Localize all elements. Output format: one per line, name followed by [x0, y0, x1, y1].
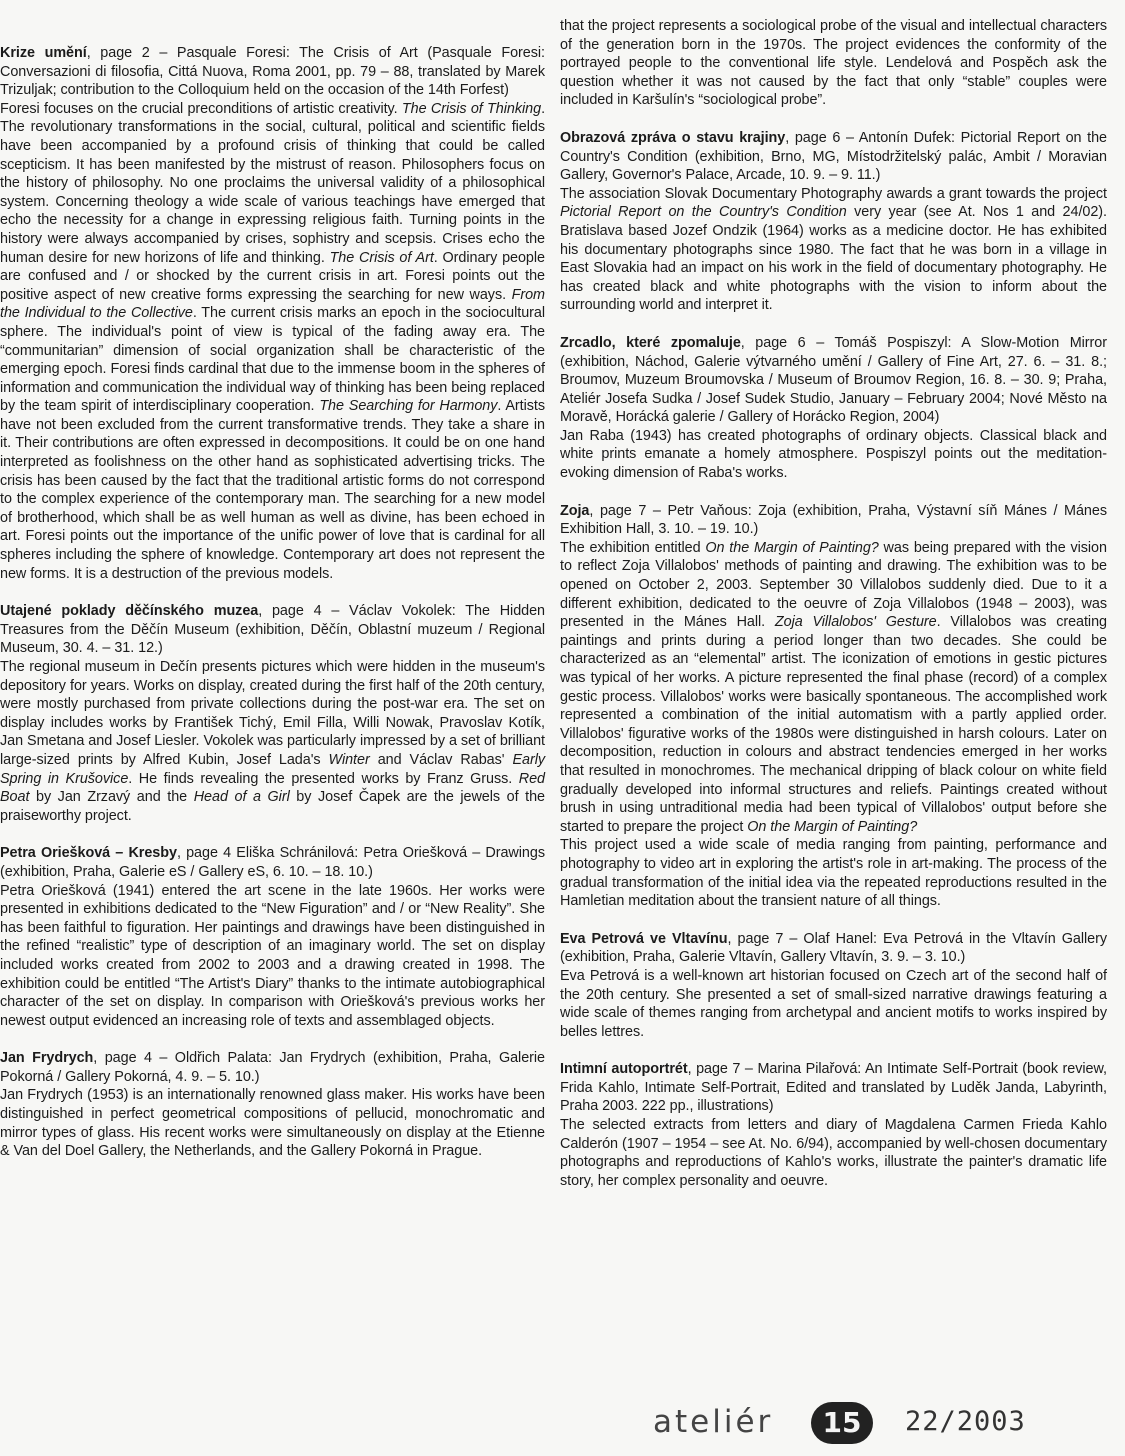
italic-work-title: On the Margin of Painting?: [705, 539, 879, 556]
text-run: , page 4 – Oldřich Palata: Jan Frydrych (exhibition, Praha, Galerie Pokorná / Gallery Pokorná, 4. 9. – 5. 10.) Jan Frydrych (1953) is an internationally renowned glass maker. His works have been distinguished in perfect geometrical compositions of pellucid, monochromatic and mirror types of glass. His recent works were simultaneously on display at the Etienne & Van del Doel Gallery, the Netherlands, and the Gallery Pokorná in Prague.: [0, 1050, 545, 1160]
text-run: was being prepared with the vision to reflect Zoja Villalobos' methods of painting and drawing. The exhibition was to be opened on October 2, 2003. September 30 Villalobos suddenly died. Due to it a different exhibition, dedicated to the oeuvre of Zoja Villalobos (1948 – 2003), was presented in the Mánes Hall.: [560, 539, 1107, 631]
article-entry: [560, 1060, 1107, 1190]
article-title: Zoja: [560, 502, 590, 519]
article-entry: [0, 44, 545, 583]
italic-work-title: The Crisis of Thinking: [401, 100, 542, 117]
article-title: Zrcadlo, které zpomaluje: [560, 334, 741, 351]
article-title: Jan Frydrych: [0, 1050, 94, 1067]
article-title: Intimní autoportrét: [560, 1061, 688, 1078]
issue-number: 22/2003: [905, 1406, 1026, 1437]
text-run: , page 7 – Olaf Hanel: Eva Petrová in the Vltavín Gallery (exhibition, Praha, Galerie Vltavín, Gallery Vltavín, 3. 9. – 3. 10.) Eva Petrová is a well-known art historian focused on Czech art of the second half of the 20th century. She presented a set of small-sized narrative drawings featuring a wide scale of themes ranging from archetypal and ancient motifs to works inspired by belles lettres.: [560, 930, 1108, 1040]
left-column: [0, 0, 545, 1180]
italic-work-title: Winter: [328, 751, 370, 768]
magazine-name: ateliér: [653, 1404, 774, 1440]
text-run: . Artists have not been excluded from the current transformative trends. They take a share in it. Their contributions are often expressed in decompositions. It could be on one hand interpreted as foolishness on the other hand as sophisticated advertising tricks. The crisis has been caused by the fact that the traditional artistic forms do not correspond to the complex experience of the contemporary man. The searching for a new model of brotherhood, which shall be as well human as well as divine, has been echoed in art. Foresi points out the importance of the unific power of love that is cardinal for all spheres including the sphere of knowledge. Contemporary art does not represent the new forms. It is a destruction of the previous models.: [0, 398, 545, 582]
article-text: [0, 602, 545, 825]
article-text: [560, 334, 1107, 483]
page-number-badge: 15: [811, 1402, 873, 1444]
article-entry: [0, 844, 545, 1030]
article-title: Petra Oriešková – Kresby: [0, 845, 177, 862]
article-text: [560, 502, 1107, 911]
article-entry: [0, 602, 545, 825]
text-run: , page 6 – Tomáš Pospiszyl: A Slow-Motion Mirror (exhibition, Náchod, Galerie výtvarného umění / Gallery of Fine Art, 27. 6. – 31. 8.; Broumov, Muzeum Broumovska / Museum of Broumov Region, 16. 8. – 30. 9; Praha, Ateliér Josefa Sudka / Josef Sudek Studio, January – February 2004; Nové Město na Moravě, Horácká galerie / Gallery of Horácko Region, 2004) Jan Raba (1943) has created photographs of ordinary objects. Classical black and white prints emanate a homely atmosphere. Pospiszyl points out the meditation-evoking dimension of Raba's works.: [560, 334, 1107, 482]
article-title: Krize umění: [0, 45, 87, 61]
text-run: . The revolutionary transformations in the social, cultural, political and scientific fields have been accompanied by a profound crisis of thinking that could be called scepticism. It has been manifested by the mistrust of reason. Philosophers focus on the history of philosophy. No one proclaims the universal validity of a philosophical system. Concerning theology a wide scale of various teachings have emerged that echo the necessity for a change in expressing religious faith. Turning points in the history were always accompanied by crises, sophistry and scepsis. Crises echo the human desire for new horizons of life and thinking.: [0, 100, 546, 266]
article-text: [560, 129, 1107, 315]
article-title: Obrazová zpráva o stavu krajiny: [560, 129, 786, 146]
italic-work-title: On the Margin of Painting?: [747, 818, 918, 835]
article-text: [0, 44, 545, 583]
article-entry: [560, 930, 1107, 1042]
article-entry: [560, 17, 1107, 110]
text-run: by Jan Zrzavý and the: [29, 789, 194, 806]
italic-work-title: Red Boat: [0, 770, 546, 806]
text-run: , page 4 – Václav Vokolek: The Hidden Treasures from the Děčín Museum (exhibition, Děčín, Oblastní muzeum / Regional Museum, 30. 4. – 31. 12.) The regional museum in Dečín presents pictures which were hidden in the museum's depository for years. Works on display, created during the first half of the 20th century, were mostly purchased from private collections during the post-war era. The set on display includes works by František Tichý, Emil Filla, Willi Nowak, Pravoslav Kotík, Jan Smetana and Josef Liesler. Vokolek was particularly impressed by a set of brilliant large-sized prints by Alfred Kubin, Josef Lada's: [0, 603, 546, 768]
article-entry: [560, 334, 1107, 483]
text-run: , page 2 – Pasquale Foresi: The Crisis of Art (Pasquale Foresi: Conversazioni di filosofia, Cittá Nuova, Roma 2001, pp. 79 – 88, translated by Marek Trizuljak; contribution to the Colloquium held on the occasion of the 14th Forfest) Foresi focuses on the crucial preconditions of artistic creativity.: [0, 45, 545, 117]
italic-work-title: The Searching for Harmony: [319, 398, 498, 415]
article-text: [0, 1049, 545, 1161]
text-run: This project used a wide scale of media ranging from painting, performance and photography to video art in exploring the artist's role in art-making. The process of the gradual transformation of the initial idea via the repeated reproductions resulted in the Hamletian meditation about the transient nature of all things.: [560, 837, 1107, 910]
text-run: and Václav Rabas': [369, 751, 513, 768]
article-text: [0, 844, 545, 1030]
italic-work-title: The Crisis of Art: [329, 249, 434, 266]
article-title: Eva Petrová ve Vltavínu: [560, 930, 728, 947]
text-run: very year (see At. Nos 1 and 24/02). Bratislava based Jozef Ondzik (1964) works as a medicine doctor. He has exhibited his documentary photographs since 1980. The fact that he was born in a village in East Slovakia had an impact on his work in the field of documentary photography. He has created black and white photographs with the vision to inform about the surrounding world and interpret it.: [560, 204, 1107, 314]
text-run: , page 7 – Petr Vaňous: Zoja (exhibition, Praha, Výstavní síň Mánes / Mánes Exhibition Hall, 3. 10. – 19. 10.) The exhibition entitled: [560, 502, 1107, 556]
article-entry: [560, 129, 1107, 315]
article-entry: [560, 502, 1107, 911]
text-run: that the project represents a sociological probe of the visual and intellectual characters of the generation born in the 1970s. The project evidences the conformity of the portrayed people to the conventional life style. Lendelová and Pospěch ask the question whether it was not caused by the fact that only “stable” couples were included in Karšulín's “sociological probe”.: [560, 18, 1107, 109]
text-run: . Ordinary people are confused and / or shocked by the current crisis in art. Foresi points out the positive aspect of new creative forms expressing the searching for new ways.: [0, 249, 545, 303]
right-column: [560, 0, 1107, 1209]
article-text: [560, 930, 1107, 1042]
italic-work-title: Head of a Girl: [193, 789, 290, 806]
article-text: [560, 17, 1107, 110]
text-run: . He finds revealing the presented works by Franz Gruss.: [128, 770, 519, 787]
page-footer: [640, 1400, 1100, 1450]
italic-work-title: Early Spring in Krušovice: [0, 751, 545, 787]
text-run: by Josef Čapek are the jewels of the praiseworthy project.: [0, 789, 545, 824]
article-entry: [0, 1049, 545, 1161]
article-title: Utajené poklady děčínského muzea: [0, 603, 259, 620]
italic-work-title: Pictorial Report on the Country's Condition: [560, 204, 847, 221]
italic-work-title: From the Individual to the Collective: [0, 286, 545, 322]
italic-work-title: Zoja Villalobos' Gesture: [774, 614, 937, 631]
text-run: , page 6 – Antonín Dufek: Pictorial Report on the Country's Condition (exhibition, Brno, MG, Místodržitelský palác, Ambit / Moravian Gallery, Governor's Palace, Arcade, 10. 9. – 9. 11.) The association Slovak Documentary Photography awards a grant towards the project: [560, 129, 1107, 202]
text-run: . The current crisis marks an epoch in the sociocultural sphere. The individual's point of view is typical of the fading away era. The “communitarian” dimension of social organization shall be characteristic of the emerging epoch. Foresi finds cardinal that due to the immense boom in the spheres of information and communication the individual way of thinking has been being replaced by the team spirit of interdisciplinary cooperation.: [0, 305, 545, 415]
article-text: [560, 1060, 1107, 1190]
text-run: , page 7 – Marina Pilařová: An Intimate Self-Portrait (book review, Frida Kahlo, Intimate Self-Portrait, Edited and translated by Luděk Janda, Labyrinth, Praha 2003. 222 pp., illustrations) The selected extracts from letters and diary of Magdalena Carmen Frieda Kahlo Calderón (1907 – 1954 – see At. No. 6/94), accompanied by well-chosen documentary photographs and reproductions of Kahlo's works, illustrate the painter's dramatic life story, her complex personality and oeuvre.: [560, 1061, 1107, 1189]
text-run: . Villalobos was creating paintings and prints during a period longer than two decades. She could be characterized as an “elemental” artist. The iconization of emotions in gestic pictures was typical of her works. A picture represented the final phase (record) of a complex gestic process. Villalobos' works were basically spontaneous. The accomplished work represented a combination of the initial automatism with a partly applied order. Villalobos' figurative works of the 1980s were distinguished in harsh colours. Later on decomposition, reduction in colours and abstract tendencies emerged in her works that resulted in monochromes. The mechanical dripping of black colour on white field gradually developed into informal structures and reliefs. Paintings created without brush in using untraditional media had been typical of Villalobos' output before she started to prepare the project: [560, 614, 1107, 835]
text-run: , page 4 Eliška Schránilová: Petra Oriešková – Drawings (exhibition, Praha, Galerie eS / Gallery eS, 6. 10. – 18. 10.) Petra Oriešková (1941) entered the art scene in the late 1960s. Her works were presented in exhibitions dedicated to the “New Figuration” and / or “New Reality”. She has been faithful to figuration. Her paintings and drawings have been distinguished in the refined “realistic” type of description of an imaginary world. The set on display included works created from 2002 to 2003 and a drawing created in 1998. The exhibition could be entitled “The Artist's Diary” thanks to the intimate autobiographical character of the set on display. In comparison with Oriešková's previous works her newest output evidenced an increasing role of texts and assemblaged objects.: [0, 845, 545, 1029]
